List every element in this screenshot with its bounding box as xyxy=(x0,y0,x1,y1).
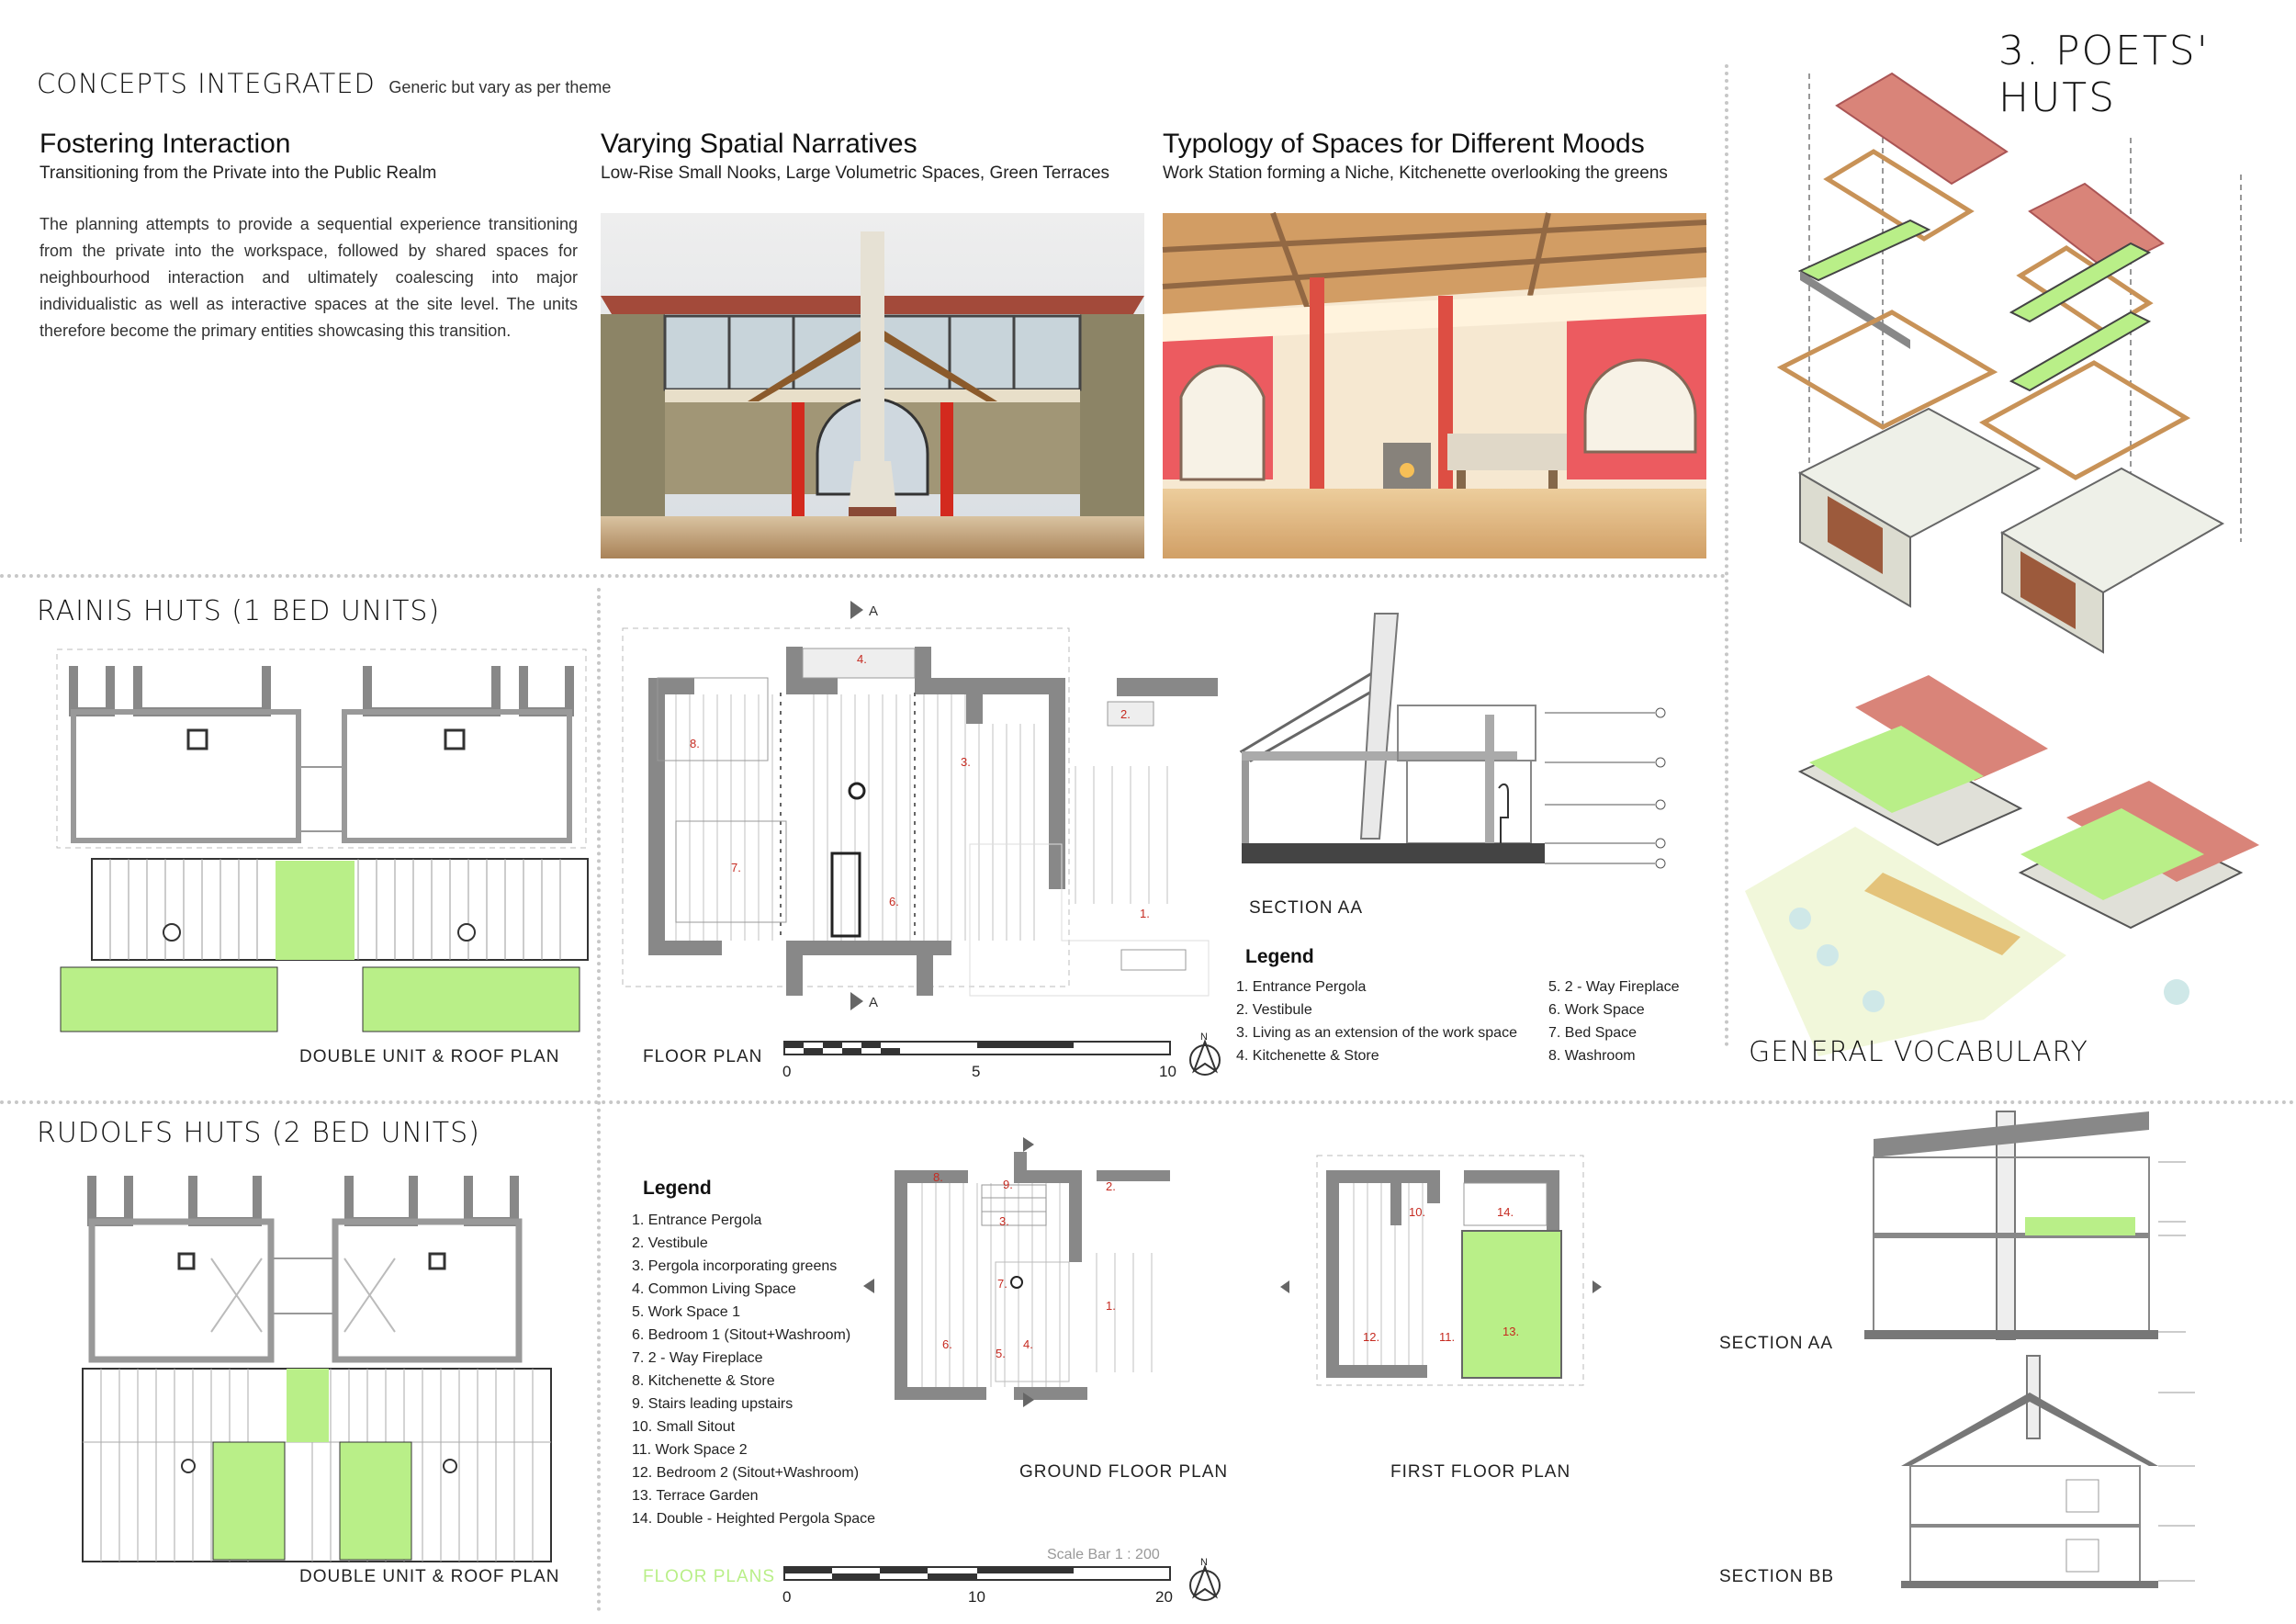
legend-item: 11. Work Space 2 xyxy=(632,1442,748,1458)
room-number: 10. xyxy=(1409,1205,1426,1219)
rainis-section-aa xyxy=(1242,614,1701,894)
scale-tick: 10 xyxy=(1159,1063,1176,1080)
rainis-legend-left xyxy=(1236,976,1517,1067)
interior-render-2 xyxy=(1163,213,1706,558)
plan-marker: A xyxy=(869,603,879,619)
rainis-scale-bar xyxy=(782,1032,1232,1098)
rainis-legend-right xyxy=(1548,976,1680,1067)
room-number: 11. xyxy=(1439,1330,1456,1344)
floor-plans-label: FLOOR PLANS xyxy=(643,1567,776,1586)
room-number: 6. xyxy=(889,895,899,908)
divider xyxy=(1725,64,1728,1047)
rainis-legend-title: Legend xyxy=(1245,946,1314,967)
room-number: 14. xyxy=(1497,1205,1514,1219)
legend-item: 7. 2 - Way Fireplace xyxy=(632,1350,763,1366)
rudolfs-title: RUDOLFS HUTS (2 BED UNITS) xyxy=(37,1117,480,1149)
room-number: 8. xyxy=(690,737,700,750)
rudolfs-ground-floor-label: GROUND FLOOR PLAN xyxy=(1019,1462,1229,1482)
legend-item: 14. Double - Heighted Pergola Space xyxy=(632,1511,876,1527)
legend-item: 8. Kitchenette & Store xyxy=(632,1373,775,1389)
room-number: 7. xyxy=(997,1277,1007,1291)
room-number: 1. xyxy=(1140,907,1150,920)
legend-item: 13. Terrace Garden xyxy=(632,1488,759,1504)
rainis-floor-plan-label: FLOOR PLAN xyxy=(643,1047,763,1066)
room-number: 2. xyxy=(1106,1179,1116,1193)
legend-item: 3. Living as an extension of the work space xyxy=(1236,1025,1517,1041)
room-number: 8. xyxy=(933,1170,943,1184)
divider xyxy=(0,574,1727,578)
scale-tick: 10 xyxy=(968,1588,985,1606)
rudolfs-ground-floor-plan xyxy=(867,1133,1216,1414)
interior-render-1 xyxy=(601,213,1144,558)
legend-item: 8. Washroom xyxy=(1548,1048,1636,1064)
rudolfs-first-floor-label: FIRST FLOOR PLAN xyxy=(1390,1462,1571,1482)
room-number: 3. xyxy=(999,1214,1009,1228)
rudolfs-scale-bar xyxy=(782,1557,1232,1623)
legend-item: 4. Kitchenette & Store xyxy=(1236,1048,1379,1064)
legend-item: 5. 2 - Way Fireplace xyxy=(1548,979,1680,995)
scale-tick: 0 xyxy=(782,1588,792,1606)
room-number: 3. xyxy=(961,755,971,769)
divider xyxy=(0,1100,2296,1104)
room-number: 7. xyxy=(731,861,741,874)
exploded-axonometric xyxy=(1745,64,2259,1061)
legend-item: 10. Small Sitout xyxy=(632,1419,736,1435)
scale-bar-text: Scale Bar 1 : 200 xyxy=(1047,1547,1160,1562)
legend-item: 7. Bed Space xyxy=(1548,1025,1638,1041)
room-number: 13. xyxy=(1503,1325,1520,1338)
scale-tick: 5 xyxy=(972,1063,981,1080)
legend-item: 5. Work Space 1 xyxy=(632,1304,740,1320)
scale-tick: 0 xyxy=(782,1063,792,1080)
concept-1-title: Fostering Interaction xyxy=(39,129,291,159)
legend-item: 6. Work Space xyxy=(1548,1002,1645,1018)
room-number: 9. xyxy=(1003,1178,1013,1191)
legend-item: 4. Common Living Space xyxy=(632,1281,796,1297)
rudolfs-section-aa-label: SECTION AA xyxy=(1719,1334,1834,1353)
room-number: 6. xyxy=(942,1337,952,1351)
rudolfs-section-bb xyxy=(1883,1356,2204,1595)
room-number: 1. xyxy=(1106,1299,1116,1313)
rudolfs-first-floor-plan xyxy=(1289,1152,1602,1404)
legend-item: 9. Stairs leading upstairs xyxy=(632,1396,793,1412)
concepts-header xyxy=(37,68,611,99)
room-number: 12. xyxy=(1363,1330,1380,1344)
divider xyxy=(597,588,601,1612)
rudolfs-section-aa xyxy=(1864,1111,2195,1355)
concepts-title: CONCEPTS INTEGRATED xyxy=(37,68,376,99)
rudolfs-double-plan xyxy=(73,1167,588,1575)
legend-item: 3. Pergola incorporating greens xyxy=(632,1258,838,1274)
rudolfs-double-unit-label: DOUBLE UNIT & ROOF PLAN xyxy=(299,1567,560,1586)
north-arrow-label: N xyxy=(1200,1032,1208,1043)
room-number: 2. xyxy=(1120,707,1131,721)
concept-3-title: Typology of Spaces for Different Moods xyxy=(1163,129,1645,159)
concept-paragraph: The planning attempts to provide a sequential experience transitioning from the private into the workspace, followed by shared spaces for neighbourhood interaction and ultimately coalescing into major individualistic as well as interactive spaces at the site level. The units therefore become the primary entities showcasing this transition. xyxy=(39,215,578,340)
room-number: 4. xyxy=(1023,1337,1033,1351)
concept-2-title: Varying Spatial Narratives xyxy=(601,129,917,159)
concepts-note: Generic but vary as per theme xyxy=(388,78,612,96)
north-arrow-label: N xyxy=(1200,1557,1208,1568)
rainis-floor-plan xyxy=(621,601,1218,1028)
legend-item: 12. Bedroom 2 (Sitout+Washroom) xyxy=(632,1465,860,1481)
rudolfs-legend-title: Legend xyxy=(643,1178,712,1199)
concept-1-subtitle: Transitioning from the Private into the Public Realm xyxy=(39,164,437,183)
rudolfs-legend xyxy=(632,1209,875,1530)
legend-item: 1. Entrance Pergola xyxy=(632,1212,762,1228)
legend-item: 2. Vestibule xyxy=(1236,1002,1312,1018)
room-number: 4. xyxy=(857,652,867,666)
concept-3-subtitle: Work Station forming a Niche, Kitchenette overlooking the greens xyxy=(1163,164,1668,183)
legend-item: 6. Bedroom 1 (Sitout+Washroom) xyxy=(632,1327,851,1343)
scale-tick: 20 xyxy=(1155,1588,1173,1606)
concept-2-subtitle: Low-Rise Small Nooks, Large Volumetric Spaces, Green Terraces xyxy=(601,164,1110,183)
rainis-double-unit-label: DOUBLE UNIT & ROOF PLAN xyxy=(299,1047,560,1066)
plan-marker: A xyxy=(869,995,879,1010)
rainis-section-label: SECTION AA xyxy=(1249,898,1364,918)
legend-item: 2. Vestibule xyxy=(632,1235,708,1251)
general-vocabulary-label: GENERAL VOCABULARY xyxy=(1749,1036,2088,1068)
rainis-double-plan xyxy=(55,648,597,1038)
rudolfs-section-bb-label: SECTION BB xyxy=(1719,1567,1835,1586)
page-title: 3. POETS' HUTS xyxy=(1998,28,2210,121)
legend-item: 1. Entrance Pergola xyxy=(1236,979,1367,995)
room-number: 5. xyxy=(996,1347,1006,1360)
rainis-title: RAINIS HUTS (1 BED UNITS) xyxy=(37,595,441,627)
